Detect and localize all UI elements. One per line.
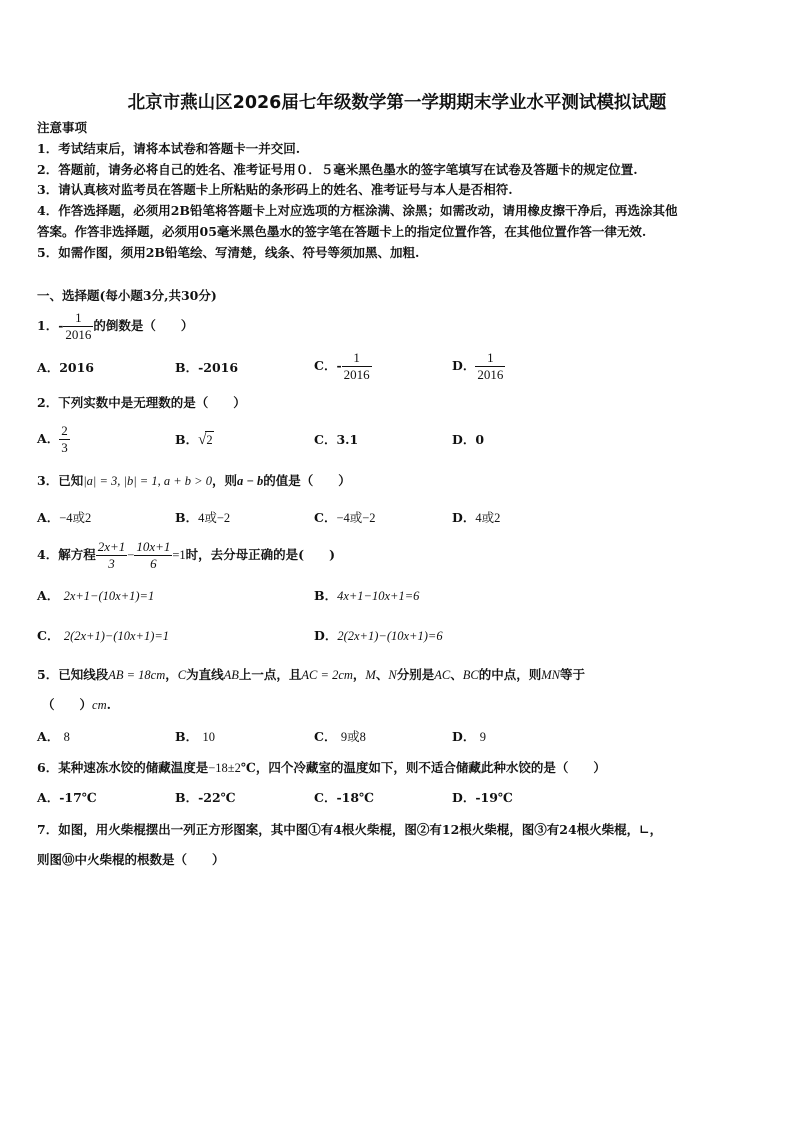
stem-text: . [106, 697, 111, 712]
fraction-numerator: 1 [487, 350, 494, 365]
stem-text: 、 [450, 667, 463, 682]
option-label: C． [314, 358, 337, 373]
option-value: 9 [479, 730, 486, 744]
page-title: 北京市燕山区2026届七年级数学第一学期期末学业水平测试模拟试题 [127, 93, 667, 113]
question-stem [37, 473, 351, 489]
stem-text: 4．解方程 [37, 547, 96, 562]
option-c: C．3.1 [314, 432, 359, 447]
note-item: 1．考试结束后，请将本试卷和答题卡一并交回. [37, 141, 301, 156]
option-value: 4x+1−10x+1=6 [337, 589, 420, 603]
fraction-numerator: 10x+1 [136, 539, 171, 554]
stem-text: 的值是（ ） [263, 473, 351, 488]
note-item: 4．作答选择题，必须用2B铅笔将答题卡上对应选项的方框涂满、涂黑；如需改动，请用橡皮擦干净后，再选涂其他 [37, 203, 678, 218]
question-stem [37, 535, 335, 575]
option-label: B． [314, 588, 338, 603]
fraction-denominator: 3 [96, 555, 128, 572]
stem-text: 上一点，且 [238, 667, 302, 682]
fraction-denominator: 2016 [343, 367, 370, 382]
option-d [452, 348, 505, 384]
stem-text: 分别是 [396, 667, 435, 682]
math-expression: a − b [236, 474, 264, 488]
option-b [175, 729, 215, 745]
option-value: −4或−2 [336, 511, 376, 525]
fraction-numerator: 1 [353, 350, 360, 365]
option-b [314, 588, 419, 604]
option-c [37, 628, 169, 644]
stem-text: 时，去分母正确的是( ) [185, 547, 336, 562]
minus-sign: − [127, 548, 135, 562]
option-c: C．-18℃ [314, 790, 375, 805]
option-d: D．-19℃ [452, 790, 513, 805]
option-value: 9或8 [340, 730, 366, 744]
notes-heading: 注意事项 [37, 120, 88, 135]
stem-text: （ ） [42, 697, 93, 712]
math-expression: AB [223, 668, 239, 682]
option-label: B． [175, 432, 199, 447]
stem-text: 、 [375, 667, 389, 682]
question-stem-line-2 [42, 697, 111, 713]
option-a [37, 588, 154, 604]
option-a: A．-17℃ [37, 790, 97, 805]
math-expression: AB = 18cm [108, 668, 166, 682]
fraction-numerator: 2 [61, 423, 68, 438]
question-stem [37, 667, 585, 683]
note-item: 5．如需作图，须用2B铅笔绘、写清楚，线条、符号等须加黑、加粗. [37, 245, 420, 260]
option-value: 2x+1−(10x+1)=1 [63, 589, 155, 603]
sqrt-icon: √ [198, 432, 207, 448]
option-label: D． [452, 729, 476, 744]
option-label: D． [452, 358, 476, 373]
option-d: D．0 [452, 432, 485, 447]
stem-text: ℃，四个冷藏室的温度如下，则不适合储藏此种水饺的是（ ） [240, 760, 606, 775]
math-expression: M [365, 668, 376, 682]
option-label: B． [175, 510, 199, 525]
question-stem [37, 760, 606, 776]
math-expression: |a| = 3, |b| = 1, a + b > 0 [83, 474, 212, 488]
radicand: 2 [206, 433, 213, 447]
option-a [37, 510, 91, 526]
stem-text: 等于 [559, 667, 585, 682]
option-label: A． [37, 588, 60, 603]
option-b: B．-22℃ [175, 790, 236, 805]
option-c [314, 348, 372, 384]
option-value: 4或2 [475, 511, 501, 525]
option-value: 2(2x+1)−(10x+1)=6 [337, 629, 443, 643]
option-c [314, 510, 376, 526]
option-d [314, 628, 443, 644]
fraction-denominator: 6 [134, 555, 172, 572]
stem-text: ，则 [211, 473, 237, 488]
question-stem-line-2: 则图⑩中火柴棍的根数是（ ） [37, 852, 225, 867]
stem-text: 的中点，则 [478, 667, 542, 682]
math-expression: AC = 2cm [301, 668, 353, 682]
option-value: 2(2x+1)−(10x+1)=1 [63, 629, 170, 643]
question-number: 1． [37, 318, 59, 333]
option-d [452, 729, 486, 745]
option-d [452, 510, 500, 526]
option-value: 8 [63, 730, 70, 744]
option-a: A．2016 [37, 360, 94, 375]
option-label: D． [314, 628, 338, 643]
option-b: B．-2016 [175, 360, 239, 375]
option-label: A． [37, 729, 60, 744]
math-expression: BC [462, 668, 479, 682]
math-expression: AC [434, 668, 451, 682]
option-label: C． [314, 510, 337, 525]
question-stem: 7．如图，用火柴棍摆出一列正方形图案，其中图①有4根火柴棍，图②有12根火柴棍，图③有24根火柴棍，∟， [37, 822, 663, 837]
stem-text: 3．已知 [37, 473, 84, 488]
note-item: 答案。作答非选择题，必须用05毫米黑色墨水的签字笔在答题卡上的指定位置作答，在其他位置作答一律无效. [37, 224, 647, 239]
option-a [37, 729, 70, 745]
option-b [175, 431, 214, 448]
question-stem: 的倒数是（ ） [93, 318, 194, 333]
math-expression: −18±2 [208, 761, 241, 775]
fraction-numerator: 2x+1 [97, 539, 126, 554]
option-value: 4或−2 [198, 511, 231, 525]
fraction-denominator: 2016 [65, 327, 92, 342]
math-expression: =1 [172, 548, 186, 562]
note-item: 2．答题前，请务必将自己的姓名、准考证号用０．５毫米黑色墨水的签字笔填写在试卷及答题卡的规定位置. [37, 162, 638, 177]
stem-text: ， [165, 667, 178, 682]
math-expression: MN [541, 668, 560, 682]
question-stem: 2．下列实数中是无理数的是（ ） [37, 395, 246, 410]
stem-text: 为直线 [186, 667, 224, 682]
stem-text: 5．已知线段 [37, 667, 109, 682]
minus-sign: - [58, 318, 64, 333]
stem-text: 6．某种速冻水饺的储藏温度是 [37, 760, 209, 775]
option-b [175, 510, 230, 526]
fraction-denominator: 2016 [477, 367, 504, 382]
note-item: 3．请认真核对监考员在答题卡上所粘贴的条形码上的姓名、准考证号与本人是否相符. [37, 182, 513, 197]
option-value: −4或2 [59, 511, 92, 525]
section-heading: 一、选择题(每小题3分,共30分) [37, 288, 217, 303]
option-a [37, 421, 70, 457]
stem-text: ， [352, 667, 366, 682]
option-c [314, 729, 366, 745]
option-label: B． [175, 729, 199, 744]
option-label: C． [314, 729, 337, 744]
option-label: A． [37, 431, 60, 446]
option-label: D． [452, 510, 476, 525]
fraction-denominator: 3 [61, 440, 68, 455]
math-expression: cm [92, 698, 107, 712]
option-label: A． [37, 510, 60, 525]
option-label: C． [37, 628, 60, 643]
fraction-numerator: 1 [75, 310, 82, 325]
option-value: 10 [202, 730, 215, 744]
math-expression: N [388, 668, 397, 682]
math-expression: C [177, 668, 187, 682]
minus-sign: - [336, 358, 342, 373]
